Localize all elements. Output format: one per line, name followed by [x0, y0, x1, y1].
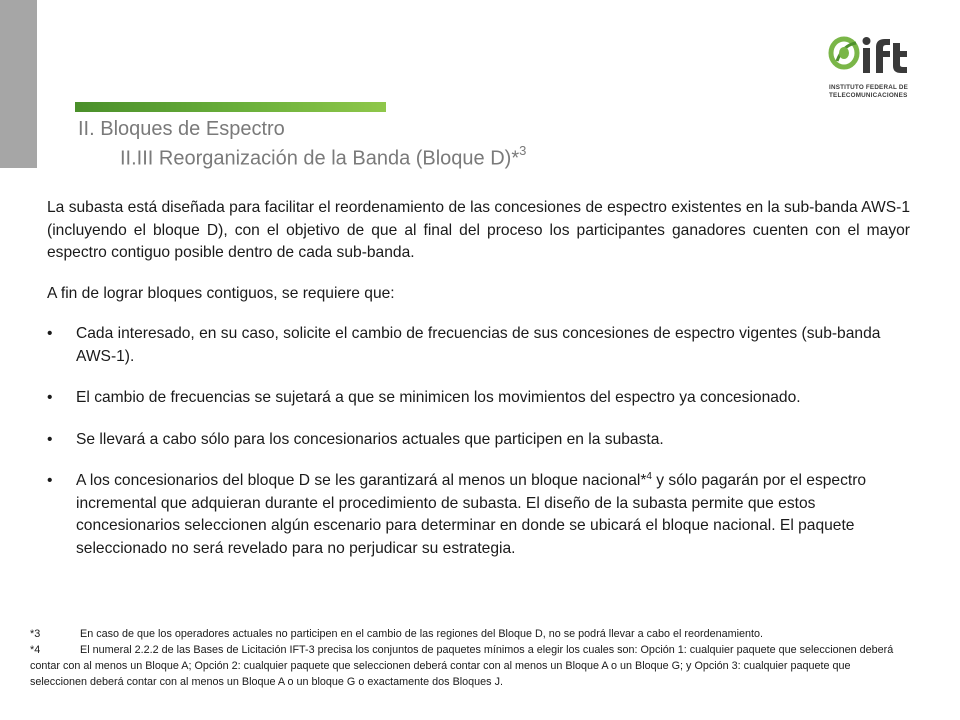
side-decor-bar [0, 0, 37, 168]
page-title: II. Bloques de Espectro [78, 118, 285, 140]
list-item [47, 387, 910, 410]
bullet-icon: • [47, 325, 53, 342]
lead-paragraph: A fin de lograr bloques contiguos, se requiere que: [47, 284, 395, 302]
subtitle-text: II.III Reorganización de la Banda (Bloque D)* [120, 147, 520, 170]
intro-paragraph: La subasta está diseñada para facilitar el reordenamiento de las concesiones de espectro existentes en la sub-banda AWS-1 (incluyendo el bloque D), con el objetivo de que al final del proceso los participantes ganadores cuenten con el mayor espectro contiguo posible dentro de cada sub-banda. [47, 199, 910, 261]
bullet-icon: • [47, 389, 53, 406]
title-accent-bar [75, 102, 386, 112]
list-item-text: A los concesionarios del bloque D se les garantizará al menos un bloque nacional* [76, 472, 647, 489]
list-item [47, 429, 910, 452]
list-item-text: Se llevará a cabo sólo para los concesionarios actuales que participen en la subasta. [76, 430, 664, 448]
footnote-ref: 4 [646, 470, 652, 482]
list-item-text: El cambio de frecuencias se sujetará a que se minimicen los movimientos del espectro ya concesionado. [76, 389, 801, 406]
page-subtitle [120, 145, 526, 171]
footnote-text: En caso de que los operadores actuales no participen en el cambio de las regiones del Bloque D, no se podrá llevar a cabo el reordenamiento. [80, 628, 764, 640]
requirements-list [47, 323, 910, 560]
list-item [47, 470, 910, 560]
footnotes [30, 626, 910, 690]
footnote-mark: *3 [30, 628, 41, 640]
list-item-text-cont: y sólo pagarán por el espectro incremental que adquieran durante el procedimiento de subasta. El diseño de la subasta permite que estos concesionarios seleccionen algún escenario para determinar en donde se ubicará el bloque nacional. El paquete seleccionado no será revelado para no perjudicar su estrategia. [76, 472, 867, 557]
list-item [47, 323, 910, 368]
ift-logo-mark [828, 33, 928, 83]
footnote [30, 642, 910, 690]
list-item-text: Cada interesado, en su caso, solicite el cambio de frecuencias de sus concesiones de espectro vigentes (sub-banda AWS-1). [76, 325, 881, 365]
logo-tagline [829, 84, 908, 100]
footnote-mark: *4 [30, 644, 41, 656]
slide-body [47, 197, 910, 579]
bullet-icon: • [47, 430, 53, 448]
logo-tagline-line2: TELECOMUNICACIONES [829, 92, 908, 99]
footnote [30, 626, 910, 642]
subtitle-footnote-ref: 3 [519, 143, 527, 158]
footnote-text: El numeral 2.2.2 de las Bases de Licitación IFT-3 precisa los conjuntos de paquetes mínimos a elegir los cuales son: Opción 1: cualquier paquete que seleccionen deberá contar con al menos un Bloque A; Opción 2: cualquier paquete que seleccionen deberá contar con al menos un Bloque A o un Bloque G; y Opción 3: cualquier paquete que seleccionen deberá contar con al menos un Bloque A o un bloque G o exactamente dos Bloques J. [30, 644, 894, 688]
logo-tagline-line1: INSTITUTO FEDERAL DE [829, 84, 908, 91]
bullet-icon: • [47, 472, 53, 489]
